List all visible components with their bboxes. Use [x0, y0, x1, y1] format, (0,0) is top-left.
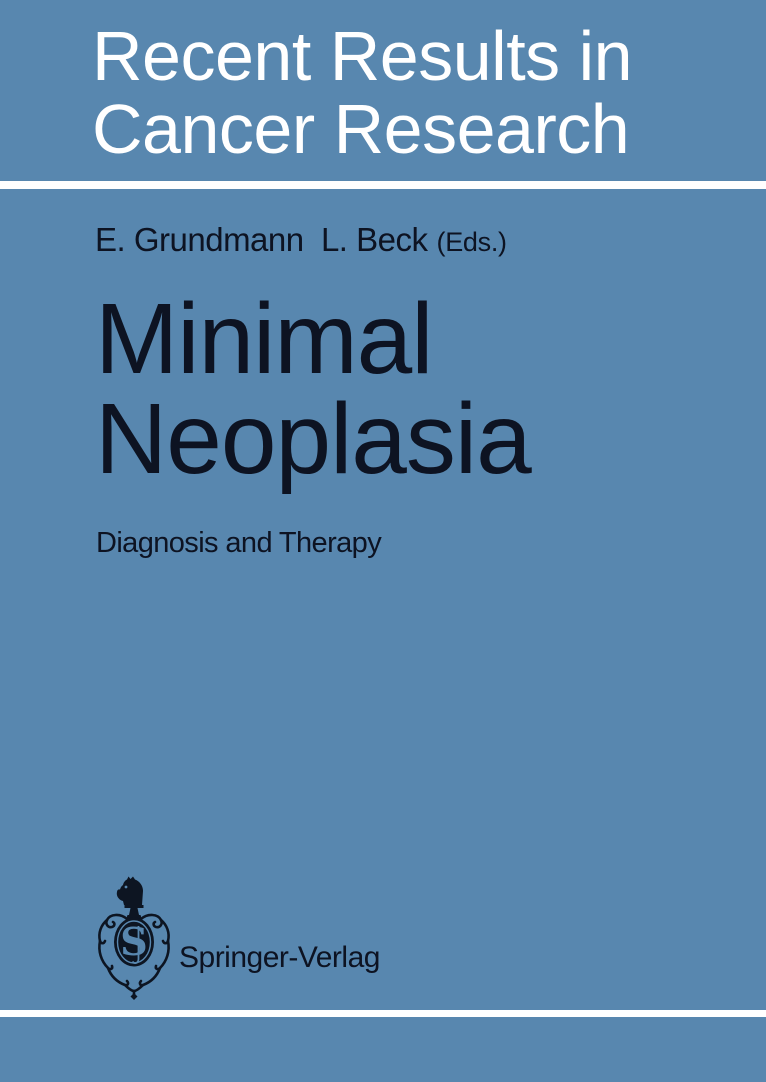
book-title-line1: Minimal	[95, 283, 433, 395]
knight-horse-icon	[117, 877, 143, 906]
top-divider-line	[0, 181, 766, 189]
logo-tassel	[131, 993, 138, 1000]
book-title-line2: Neoplasia	[95, 383, 531, 495]
springer-monogram: S	[120, 919, 148, 964]
editors-line	[95, 223, 507, 259]
publisher-name: Springer-Verlag	[179, 941, 380, 974]
series-title-line2: Cancer Research	[92, 90, 630, 168]
series-title	[92, 17, 633, 168]
springer-logo-icon	[96, 875, 172, 1003]
series-title-line1: Recent Results in	[92, 17, 633, 95]
editors-names: E. Grundmann L. Beck	[95, 221, 428, 258]
editors-suffix: (Eds.)	[436, 227, 507, 257]
logo-pedestal	[125, 905, 144, 920]
book-title	[95, 283, 531, 495]
bottom-divider-line	[0, 1010, 766, 1017]
book-subtitle: Diagnosis and Therapy	[96, 527, 382, 559]
horse-eye	[125, 886, 128, 889]
